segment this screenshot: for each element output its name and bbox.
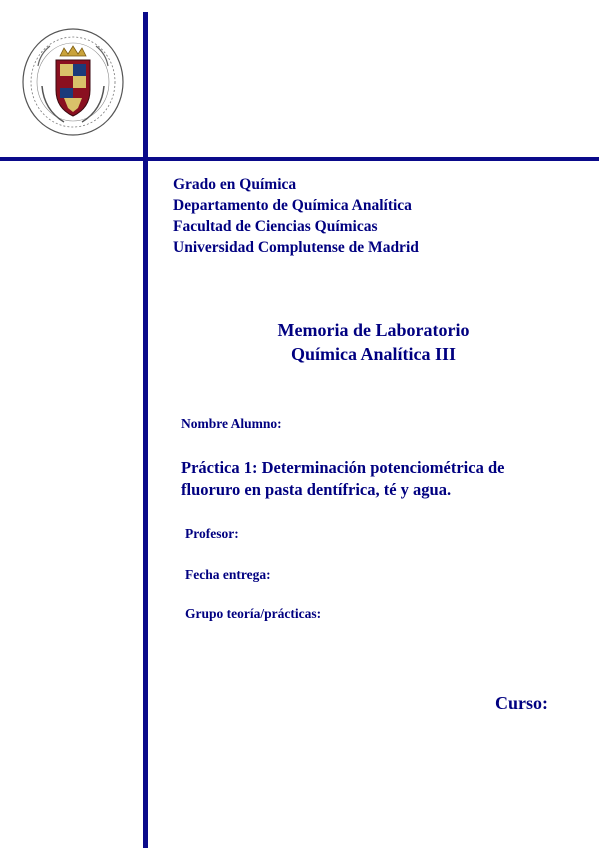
degree-text: Grado en Química bbox=[173, 176, 297, 193]
faculty-text: Facultad de Ciencias Químicas bbox=[173, 218, 378, 235]
group-label: Grupo teoría/prácticas: bbox=[185, 606, 322, 621]
institution-block bbox=[173, 174, 419, 258]
university-text: Universidad Complutense de Madrid bbox=[173, 239, 419, 256]
title-line-2: Química Analítica III bbox=[290, 344, 456, 364]
student-name-label: Nombre Alumno: bbox=[181, 416, 282, 431]
vertical-rule bbox=[143, 12, 148, 848]
title-line-1: Memoria de Laboratorio bbox=[277, 320, 470, 340]
professor-label: Profesor: bbox=[185, 526, 239, 541]
practica-line-1: Práctica 1: Determinación potenciométrica de bbox=[181, 458, 505, 477]
university-seal-icon bbox=[20, 26, 126, 138]
horizontal-rule bbox=[0, 157, 599, 161]
practica-line-2: fluoruro en pasta dentífrica, té y agua. bbox=[181, 480, 452, 499]
department-text: Departamento de Química Analítica bbox=[173, 197, 412, 214]
course-label: Curso: bbox=[495, 693, 548, 713]
delivery-date-label: Fecha entrega: bbox=[185, 567, 271, 582]
practica-title bbox=[181, 457, 504, 501]
document-title bbox=[148, 318, 599, 366]
